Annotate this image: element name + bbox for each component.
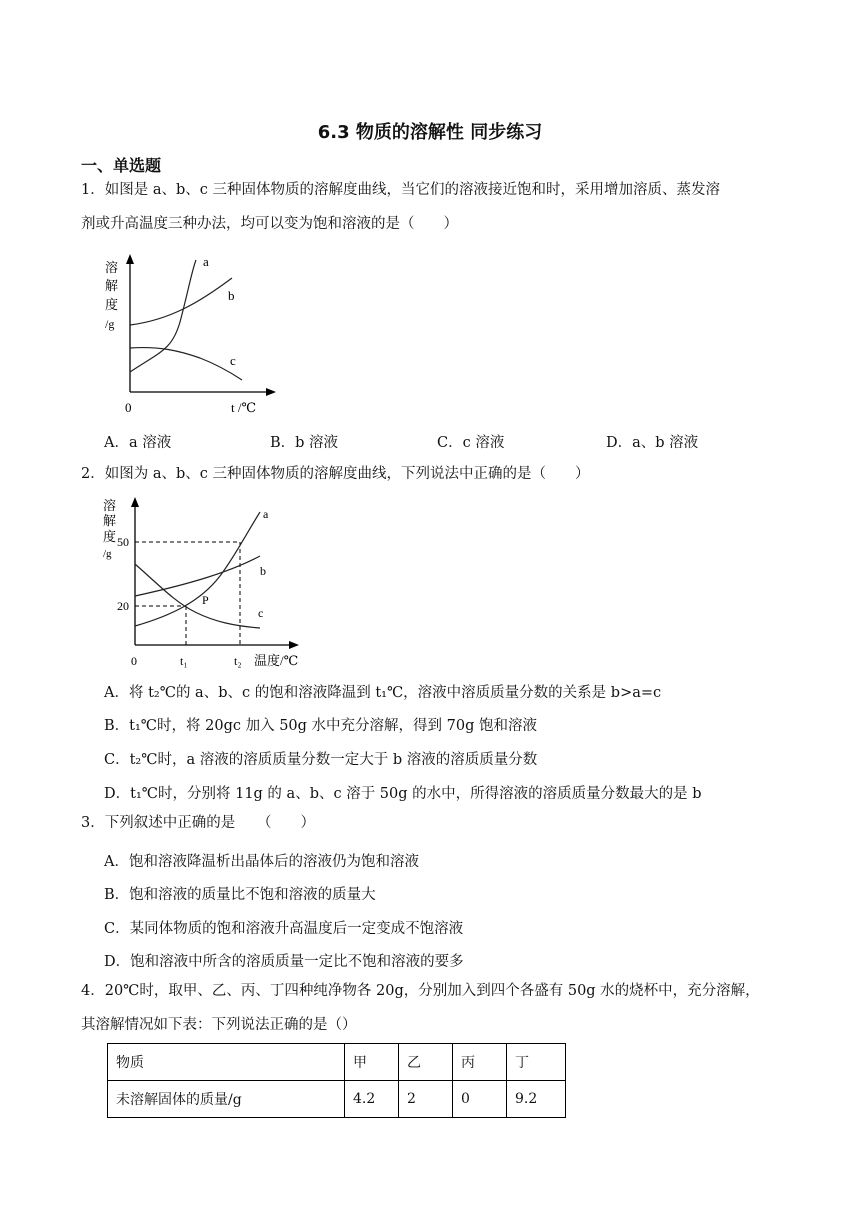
q1-stem-line1: 1．如图是 a、b、c 三种固体物质的溶解度曲线，当它们的溶液接近饱和时，采用增加溶质、蒸发溶 xyxy=(81,182,720,198)
q1-ylabel-char: 度 xyxy=(105,297,119,312)
table-cell: 未溶解固体的质量/g xyxy=(108,1081,345,1118)
q4-stem-line2: 其溶解情况如下表：下列说法正确的是（） xyxy=(81,1017,357,1033)
q2-ytick-20: 20 xyxy=(117,599,129,613)
q1-curve-a xyxy=(130,260,196,372)
q2-option-a[interactable]: A．将 t₂℃的 a、b、c 的饱和溶液降温到 t₁℃，溶液中溶质质量分数的关系是 b>a=c xyxy=(104,685,662,701)
q1-origin-label: 0 xyxy=(125,400,132,415)
table-cell: 4.2 xyxy=(345,1081,399,1118)
q2-xaxis-label: 温度/℃ xyxy=(254,653,299,668)
q2-curve-b xyxy=(135,556,260,596)
q3-option-c[interactable]: C．某同体物质的饱和溶液升高温度后一定变成不饱溶液 xyxy=(104,921,464,937)
q1-ylabel-char: 解 xyxy=(105,278,119,293)
q1-solubility-chart xyxy=(100,252,280,420)
q2-option-d[interactable]: D．t₁℃时，分别将 11g 的 a、b、c 溶于 50g 的水中，所得溶液的溶质质量分数最大的是 b xyxy=(104,786,702,802)
table-row xyxy=(108,1081,566,1118)
q3-option-b[interactable]: B．饱和溶液的质量比不饱和溶液的质量大 xyxy=(104,887,376,903)
q2-curve-c xyxy=(135,564,260,628)
table-header-cell: 乙 xyxy=(399,1044,453,1081)
q1-curve-label-a: a xyxy=(203,254,209,269)
q1-xaxis-label: t /℃ xyxy=(231,400,257,415)
q2-stem: 2．如图为 a、b、c 三种固体物质的溶解度曲线，下列说法中正确的是（ ） xyxy=(81,466,590,482)
q2-option-b[interactable]: B．t₁℃时，将 20gc 加入 50g 水中充分溶解，得到 70g 饱和溶液 xyxy=(104,718,537,734)
q2-ytick-50: 50 xyxy=(117,535,129,549)
q2-xtick-t2: t₂ xyxy=(234,654,242,668)
q1-ylabel-unit: /g xyxy=(105,317,115,331)
q4-data-table xyxy=(107,1043,566,1118)
page-title: 6.3 物质的溶解性 同步练习 xyxy=(317,122,543,143)
q2-curve-label-c: c xyxy=(258,606,264,620)
table-cell: 9.2 xyxy=(507,1081,566,1118)
q1-curve-label-c: c xyxy=(230,353,236,368)
table-header-row xyxy=(108,1044,566,1081)
table-cell: 0 xyxy=(453,1081,507,1118)
table-header-cell: 丙 xyxy=(453,1044,507,1081)
q2-option-c[interactable]: C．t₂℃时，a 溶液的溶质质量分数一定大于 b 溶液的溶质质量分数 xyxy=(104,752,538,768)
q2-ylabel-unit: /g xyxy=(103,548,112,560)
q1-ylabel-char: 溶 xyxy=(105,260,119,275)
section-heading: 一、单选题 xyxy=(81,156,162,175)
q3-option-a[interactable]: A．饱和溶液降温析出晶体后的溶液仍为饱和溶液 xyxy=(104,854,419,870)
table-header-cell: 甲 xyxy=(345,1044,399,1081)
q2-point-p-label: P xyxy=(202,593,209,607)
q2-solubility-chart xyxy=(100,494,305,672)
q1-option-a[interactable]: A．a 溶液 xyxy=(104,435,172,451)
q3-stem: 3．下列叙述中正确的是 （ ） xyxy=(81,815,315,831)
q2-ylabel-char: 解 xyxy=(103,513,117,528)
table-header-cell: 丁 xyxy=(507,1044,566,1081)
q1-curve-label-b: b xyxy=(228,288,235,303)
q4-stem-line1: 4．20℃时，取甲、乙、丙、丁四种纯净物各 20g，分别加入到四个各盛有 50g 水的烧杯中，充分溶解， xyxy=(81,983,760,999)
table-cell: 2 xyxy=(399,1081,453,1118)
q3-option-d[interactable]: D．饱和溶液中所含的溶质质量一定比不饱和溶液的要多 xyxy=(104,954,464,970)
q2-xtick-t1: t₁ xyxy=(180,654,188,668)
q2-ylabel-char: 溶 xyxy=(103,498,117,513)
q2-curve-a xyxy=(135,512,260,626)
q2-ylabel-char: 度 xyxy=(103,529,117,544)
q2-xtick-0: 0 xyxy=(131,654,137,668)
q1-stem-line2: 剂或升高温度三种办法，均可以变为饱和溶液的是（ ） xyxy=(81,216,458,232)
q1-option-d[interactable]: D．a、b 溶液 xyxy=(606,435,699,451)
table-header-cell: 物质 xyxy=(108,1044,345,1081)
q2-curve-label-a: a xyxy=(263,507,269,521)
q2-curve-label-b: b xyxy=(260,564,266,578)
q1-option-c[interactable]: C．c 溶液 xyxy=(437,435,505,451)
q1-curve-c xyxy=(130,348,242,380)
q1-option-b[interactable]: B．b 溶液 xyxy=(270,435,339,451)
